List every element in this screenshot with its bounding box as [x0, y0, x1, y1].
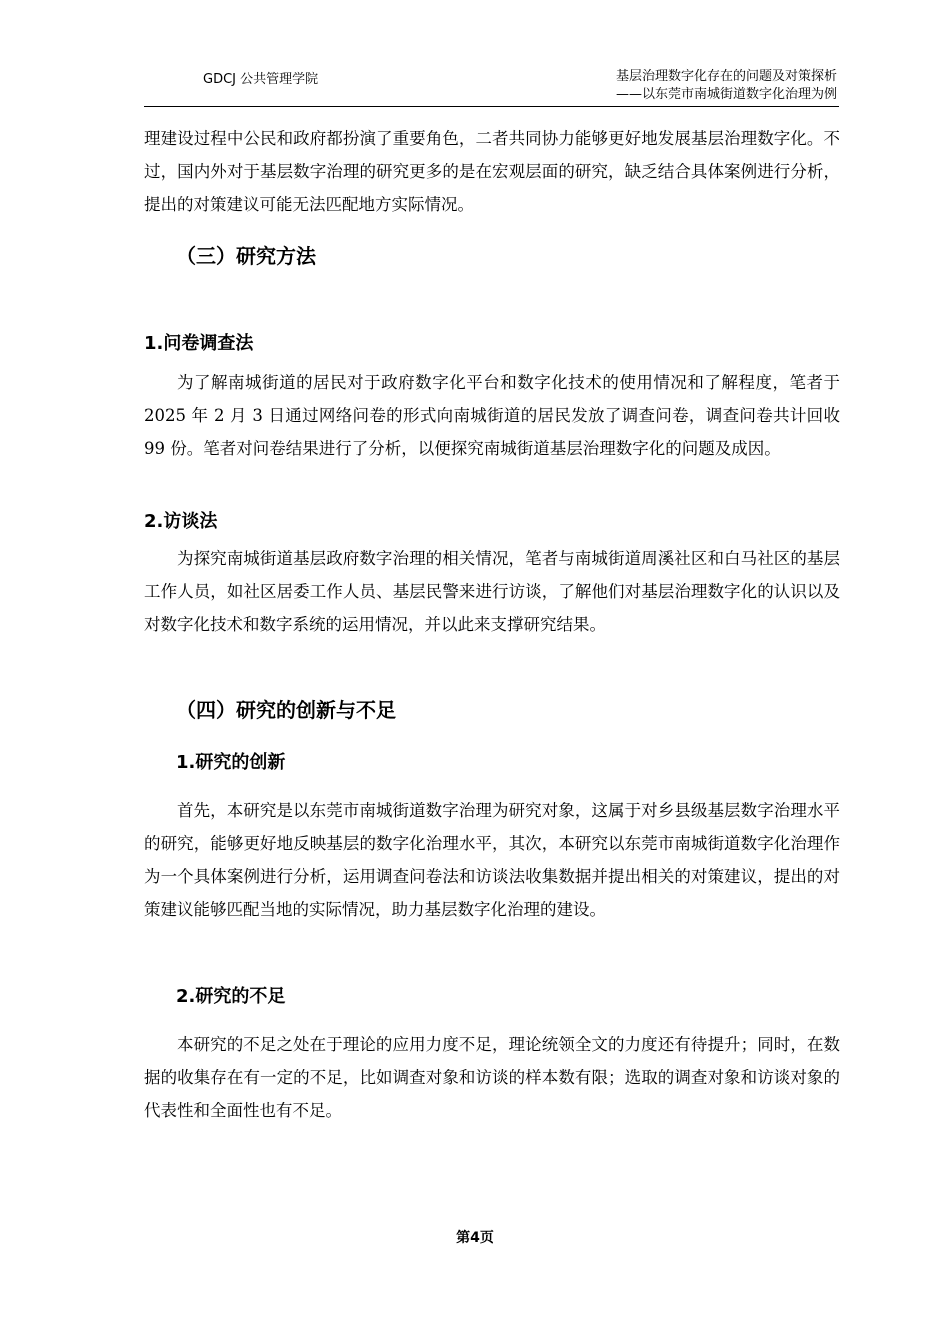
page-number: 第4页 — [456, 1230, 494, 1246]
header-title-line1: 基层治理数字化存在的问题及对策探析 — [615, 69, 837, 84]
subsection-innovation-heading: 1.研究的创新 — [176, 752, 286, 773]
header-divider — [144, 106, 839, 107]
section-4-heading: （四）研究的创新与不足 — [176, 698, 396, 722]
subsection-limitations-heading: 2.研究的不足 — [176, 986, 286, 1007]
subsection-questionnaire-heading: 1.问卷调查法 — [144, 333, 254, 354]
intro-paragraph: 理建设过程中公民和政府都扮演了重要角色，二者共同协力能够更好地发展基层治理数字化。不过，国内外对于基层数字治理的研究更多的是在宏观层面的研究，缺乏结合具体案例进行分析，提出的对策建议可能无法匹配地方实际情况。 — [144, 129, 840, 214]
innovation-paragraph: 首先，本研究是以东莞市南城街道数字治理为研究对象，这属于对乡县级基层数字治理水平的研究，能够更好地反映基层的数字化治理水平，其次，本研究以东莞市南城街道数字化治理作为一个具体案例进行分析，运用调查问卷法和访谈法收集数据并提出相关的对策建议，提出的对策建议能够匹配当地的实际情况，助力基层数字化治理的建设。 — [144, 801, 840, 919]
limitations-paragraph: 本研究的不足之处在于理论的应用力度不足，理论统领全文的力度还有待提升；同时，在数据的收集存在有一定的不足，比如调查对象和访谈的样本数有限；选取的调查对象和访谈对象的代表性和全面性也有不足。 — [144, 1035, 840, 1120]
section-3-heading: （三）研究方法 — [176, 244, 316, 268]
header-title — [616, 68, 837, 104]
questionnaire-paragraph: 为了解南城街道的居民对于政府数字化平台和数字化技术的使用情况和了解程度，笔者于 2025 年 2 月 3 日通过网络问卷的形式向南城街道的居民发放了调查问卷，调查问卷共计回收 99 份。笔者对问卷结果进行了分析，以便探究南城街道基层治理数字化的问题及成因。 — [144, 373, 840, 458]
subsection-interview-heading: 2.访谈法 — [144, 511, 218, 532]
interview-paragraph: 为探究南城街道基层政府数字治理的相关情况，笔者与南城街道周溪社区和白马社区的基层工作人员，如社区居委工作人员、基层民警来进行访谈，了解他们对基层治理数字化的认识以及对数字化技术和数字系统的运用情况，并以此来支撑研究结果。 — [144, 549, 840, 634]
header-title-line2: ——以东莞市南城街道数字化治理为例 — [615, 87, 837, 102]
header-institution: GDCJ 公共管理学院 — [203, 72, 319, 87]
